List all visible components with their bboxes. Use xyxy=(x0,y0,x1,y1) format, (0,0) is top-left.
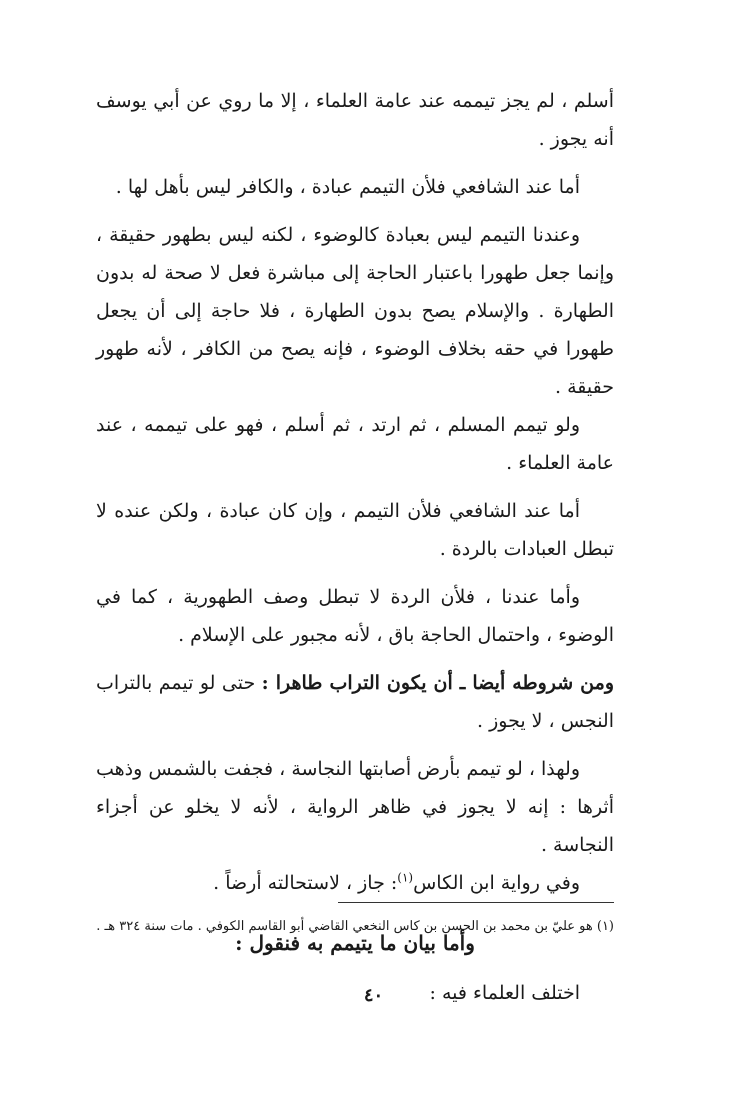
paragraph-6: وأما عندنا ، فلأن الردة لا تبطل وصف الطهورية ، كما في الوضوء ، واحتمال الحاجة باق ، لأنه مجبور على الإسلام . xyxy=(96,586,614,646)
paragraph-4: ولو تيمم المسلم ، ثم ارتد ، ثم أسلم ، فهو على تيممه ، عند عامة العلماء . xyxy=(96,414,614,474)
paragraph-9 xyxy=(96,864,614,902)
footnote: (١) هو عليّ بن محمد بن الحسن بن كاس النخعي القاضي أبو القاسم الكوفي . مات سنة ٣٢٤ هـ . xyxy=(96,919,614,934)
paragraph-after-heading: اختلف العلماء فيه : xyxy=(429,982,580,1004)
paragraph-5: أما عند الشافعي فلأن التيمم ، وإن كان عبادة ، ولكن عنده لا تبطل العبادات بالردة . xyxy=(96,500,614,560)
paragraph-8: ولهذا ، لو تيمم بأرض أصابتها النجاسة ، فجفت بالشمس وذهب أثرها : إنه لا يجوز في ظاهر الرواية ، لأنه لا يخلو عن أجزاء النجاسة . xyxy=(96,758,614,856)
condition-heading: ومن شروطه أيضا ـ أن يكون التراب طاهرا : xyxy=(261,672,614,694)
section-heading: وأما بيان ما يتيمم به فنقول : xyxy=(235,931,475,955)
paragraph-3: وعندنا التيمم ليس بعبادة كالوضوء ، لكنه ليس بطهور حقيقة ، وإنما جعل طهورا باعتبار الحاجة إلى مباشرة فعل لا صحة له بدون الطهارة . والإسلام يصح بدون الطهارة ، فلا حاجة إلى أن يجعل طهورا في حقه بخلاف الوضوء ، فإنه يصح من الكافر ، لأنه طهور حقيقة . xyxy=(96,224,614,398)
page-number: ٤٠ xyxy=(363,985,384,1006)
paragraph-9-after: : جاز ، لاستحالته أرضاً . xyxy=(213,872,398,894)
footnote-reference: (١) xyxy=(397,870,414,885)
paragraph-2: أما عند الشافعي فلأن التيمم عبادة ، والكافر ليس بأهل لها . xyxy=(115,176,580,198)
condition-text: حتى لو تيمم بالتراب النجس ، لا يجوز . xyxy=(96,672,614,732)
paragraph-1: أسلم ، لم يجز تيممه عند عامة العلماء ، إلا ما روي عن أبي يوسف أنه يجوز . xyxy=(96,90,614,150)
footnote-divider xyxy=(338,902,614,903)
paragraph-7 xyxy=(96,664,614,740)
paragraph-9-before: وفي رواية ابن الكاس xyxy=(413,872,580,894)
main-text xyxy=(96,82,614,1022)
